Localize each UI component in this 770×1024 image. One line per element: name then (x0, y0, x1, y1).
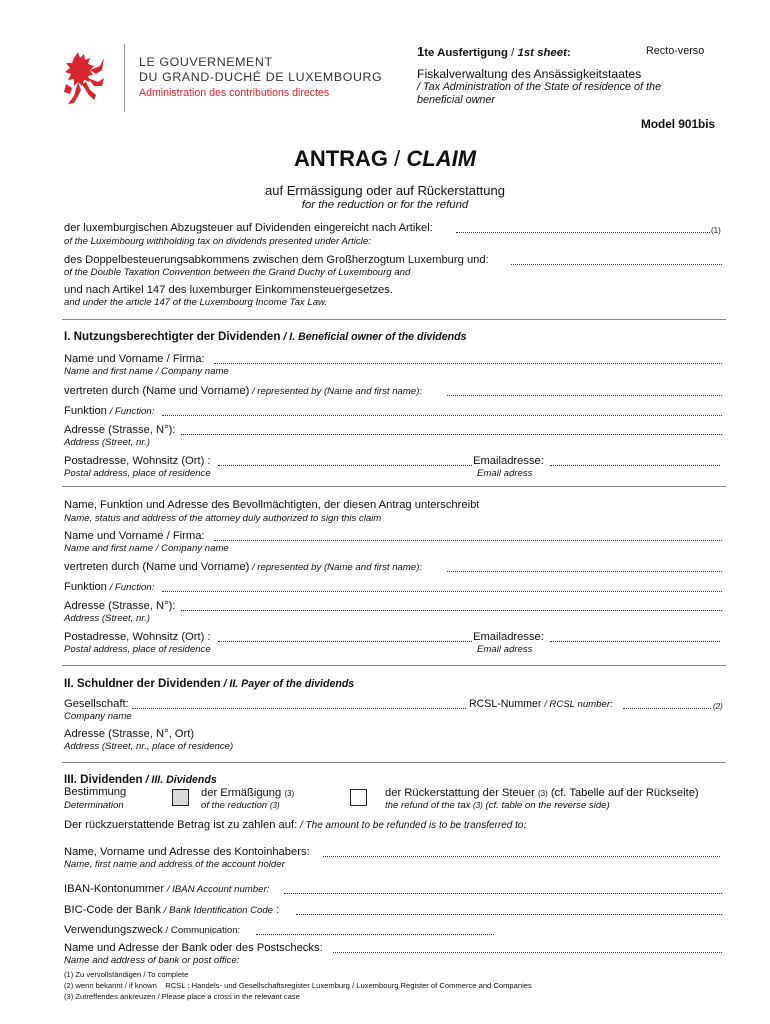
bank-field[interactable] (333, 952, 722, 953)
owner-func-en: / Function: (106, 406, 155, 417)
gov-line-2: DU GRAND-DUCHÉ DE LUXEMBOURG (139, 70, 383, 84)
divider-2 (62, 486, 726, 487)
owner-rep-label (64, 385, 422, 397)
account-holder-label-en: Name, first name and address of the account holder (64, 859, 285, 870)
transfer-en: / The amount to be refunded is to be transferred to: (297, 820, 527, 831)
purpose-label (64, 924, 240, 936)
intro-line2-en: of the Double Taxation Convention between the Grand Duchy of Luxembourg and (64, 267, 411, 278)
section1-title-en: / I. Beneficial owner of the dividends (280, 331, 467, 343)
divider-4 (62, 762, 726, 763)
refund-label (385, 787, 699, 799)
payer-address-label: Adresse (Strasse, N°, Ort) (64, 728, 195, 740)
reduction-en: of the reduction (201, 800, 268, 811)
reduction-label-en (201, 800, 280, 811)
owner-address-label-en: Address (Street, nr.) (64, 437, 151, 448)
attorney-postal-label-en: Postal address, place of residence (64, 644, 211, 655)
reduction-en-mark: (3) (269, 801, 280, 810)
iban-field[interactable] (284, 893, 722, 894)
attorney-postal-label: Postadresse, Wohnsitz (Ort) : (64, 631, 211, 643)
attorney-address-label-en: Address (Street, nr.) (64, 613, 151, 624)
section2-title (64, 677, 354, 690)
attorney-address-label: Adresse (Strasse, N°): (64, 600, 176, 612)
attorney-rep-label (64, 561, 422, 573)
sheet-sep: / (507, 47, 518, 59)
attorney-function-field[interactable] (162, 591, 722, 592)
section2-title-de: II. Schuldner der Dividenden (64, 677, 221, 690)
section2-title-en: / II. Payer of the dividends (220, 678, 355, 690)
account-holder-field[interactable] (323, 856, 720, 857)
transfer-de: Der rückzuerstattende Betrag ist zu zahlen auf: (64, 819, 298, 831)
subtitle-de: auf Ermässigung oder auf Rückerstattung (265, 183, 505, 198)
attorney-function-label (64, 581, 154, 593)
bank-label: Name und Adresse der Bank oder des Postschecks: (64, 942, 323, 954)
payer-company-field[interactable] (132, 708, 466, 709)
refund-en-tail: (cf. table on the reverse side) (485, 800, 610, 811)
reduction-label (201, 787, 294, 799)
owner-address-label: Adresse (Strasse, N°): (64, 424, 176, 436)
rcsl-field[interactable] (623, 708, 711, 709)
attorney-rep-field[interactable] (447, 571, 722, 572)
reduction-checkbox[interactable] (172, 789, 189, 806)
attorney-heading-en: Name, status and address of the attorney duly authorized to sign this claim (64, 513, 382, 524)
attorney-name-label-en: Name and first name / Company name (64, 543, 229, 554)
page-title (0, 146, 770, 172)
owner-postal-label-en: Postal address, place of residence (64, 468, 211, 479)
purpose-de: Verwendungszweck (64, 924, 163, 936)
attorney-func-de: Funktion (64, 581, 107, 593)
determination-label: Bestimmung (64, 786, 127, 798)
attorney-email-field[interactable] (550, 641, 720, 642)
owner-function-field[interactable] (162, 415, 722, 416)
rcsl-en: / RCSL number: (541, 699, 613, 710)
gov-logo (60, 48, 108, 108)
divider-3 (62, 665, 726, 666)
article-field[interactable] (456, 232, 710, 233)
authority-en-1: / Tax Administration of the State of residence of the (417, 81, 662, 93)
sheet-colon: : (566, 47, 571, 59)
attorney-func-en: / Function: (106, 582, 155, 593)
attorney-rep-de: vertreten durch (Name und Vorname) (64, 561, 250, 573)
section1-title-de: I. Nutzungsberechtigter der Dividenden (64, 330, 281, 343)
owner-postal-label: Postadresse, Wohnsitz (Ort) : (64, 455, 211, 467)
intro-line3-en: and under the article 147 of the Luxembourg Income Tax Law. (64, 297, 328, 308)
owner-postal-field[interactable] (218, 465, 472, 466)
owner-email-field[interactable] (550, 465, 720, 466)
bic-de: BIC-Code der Bank (64, 904, 162, 916)
intro-line3-de: und nach Artikel 147 des luxemburger Einkommensteuergesetzes. (64, 284, 393, 296)
footnote-mark-2: (2) (713, 702, 723, 711)
reduction-de: der Ermäßigung (201, 787, 282, 799)
bic-colon: : (273, 904, 280, 916)
payer-company-label: Gesellschaft: (64, 698, 129, 710)
section3-title-de: III. Dividenden (64, 773, 143, 786)
owner-rep-de: vertreten durch (Name und Vorname) (64, 385, 250, 397)
footnote-2: (2) wenn bekannt / if known RCSL : Handels- und Gesellschaftsregister Luxemburg / Luxembourg Register of Commerce and Companies (64, 981, 532, 990)
intro-line1-de: der luxemburgischen Abzugsteuer auf Dividenden eingereicht nach Artikel: (64, 222, 433, 234)
intro-line2-de: des Doppelbesteuerungsabkommens zwischen dem Großherzogtum Luxemburg und: (64, 254, 489, 266)
owner-func-de: Funktion (64, 405, 107, 417)
purpose-en: / Communication: (162, 925, 241, 936)
owner-rep-field[interactable] (447, 395, 722, 396)
bic-label (64, 904, 279, 916)
attorney-email-label-en: Email adress (477, 644, 533, 655)
sheet-en: 1st sheet (517, 47, 567, 59)
reduction-mark: (3) (284, 789, 295, 798)
refund-en-mark: (3) (473, 801, 483, 810)
rcsl-de: RCSL-Nummer (469, 698, 542, 710)
owner-name-field[interactable] (214, 363, 722, 364)
attorney-heading: Name, Funktion und Adresse des Bevollmächtigten, der diesen Antrag unterschreibt (64, 499, 480, 511)
attorney-postal-field[interactable] (218, 641, 472, 642)
subtitle-en: for the reduction or for the refund (301, 199, 469, 211)
determination-label-en: Determination (64, 800, 124, 811)
recto-verso: Recto-verso (646, 45, 705, 57)
model-number: Model 901bis (641, 117, 716, 131)
sheet-de: te Ausfertigung (424, 47, 508, 59)
authority-en-2: beneficial owner (417, 94, 496, 106)
country-field[interactable] (511, 264, 722, 265)
iban-de: IBAN-Kontonummer (64, 883, 165, 895)
bic-field[interactable] (296, 914, 722, 915)
payer-company-label-en: Company name (64, 711, 132, 722)
refund-de-tail: (cf. Tabelle auf der Rückseite) (550, 787, 699, 799)
owner-rep-en: / represented by (Name and first name): (249, 386, 423, 397)
attorney-address-field[interactable] (181, 610, 722, 611)
payer-address-label-en: Address (Street, nr., place of residence) (64, 741, 234, 752)
gov-line-1: LE GOUVERNEMENT (139, 55, 273, 69)
section3-title (64, 773, 217, 786)
owner-email-label: Emailadresse: (473, 455, 544, 467)
owner-function-label (64, 405, 154, 417)
refund-checkbox[interactable] (350, 789, 367, 806)
transfer-label (64, 819, 526, 831)
divider-1 (62, 319, 726, 320)
gov-line-3: Administration des contributions directes (139, 87, 330, 99)
iban-en: / IBAN Account number: (164, 884, 270, 895)
footnote-1: (1) Zu vervollständigen / To complete (64, 970, 189, 979)
section3-title-en: / III. Dividends (142, 774, 217, 786)
owner-address-field[interactable] (181, 434, 722, 435)
owner-name-label-en: Name and first name / Company name (64, 366, 229, 377)
attorney-rep-en: / represented by (Name and first name): (249, 562, 423, 573)
account-holder-label: Name, Vorname und Adresse des Kontoinhabers: (64, 846, 310, 858)
intro-line1-en: of the Luxembourg withholding tax on dividends presented under Article: (64, 236, 371, 247)
sheet-number: 1 (417, 44, 425, 59)
owner-name-label: Name und Vorname / Firma: (64, 353, 205, 365)
title-de: ANTRAG (293, 146, 389, 171)
iban-label (64, 883, 269, 895)
attorney-name-field[interactable] (214, 540, 722, 541)
refund-en: the refund of the tax (385, 800, 471, 811)
rcsl-label (469, 698, 613, 710)
title-en: CLAIM (406, 146, 477, 171)
footnote-mark-1: (1) (711, 226, 721, 235)
refund-label-en (385, 800, 610, 811)
header-divider (124, 44, 125, 112)
attorney-name-label: Name und Vorname / Firma: (64, 530, 205, 542)
purpose-field[interactable] (256, 934, 494, 935)
footnote-3: (3) Zutreffendes ankreuzen / Please place a cross in the relevant case (64, 992, 300, 1001)
title-sep: / (388, 146, 407, 171)
sheet-label (417, 44, 571, 59)
bank-label-en: Name and address of bank or post office: (64, 955, 240, 966)
section1-title (64, 330, 466, 343)
owner-email-label-en: Email adress (477, 468, 533, 479)
lion-icon (60, 48, 108, 108)
refund-de: der Rückerstattung der Steuer (385, 787, 535, 799)
attorney-email-label: Emailadresse: (473, 631, 544, 643)
bic-en: / Bank Identification Code (161, 905, 274, 916)
refund-de-mark: (3) (537, 789, 548, 798)
authority-de: Fiskalverwaltung des Ansässigkeitstaates (417, 67, 642, 81)
